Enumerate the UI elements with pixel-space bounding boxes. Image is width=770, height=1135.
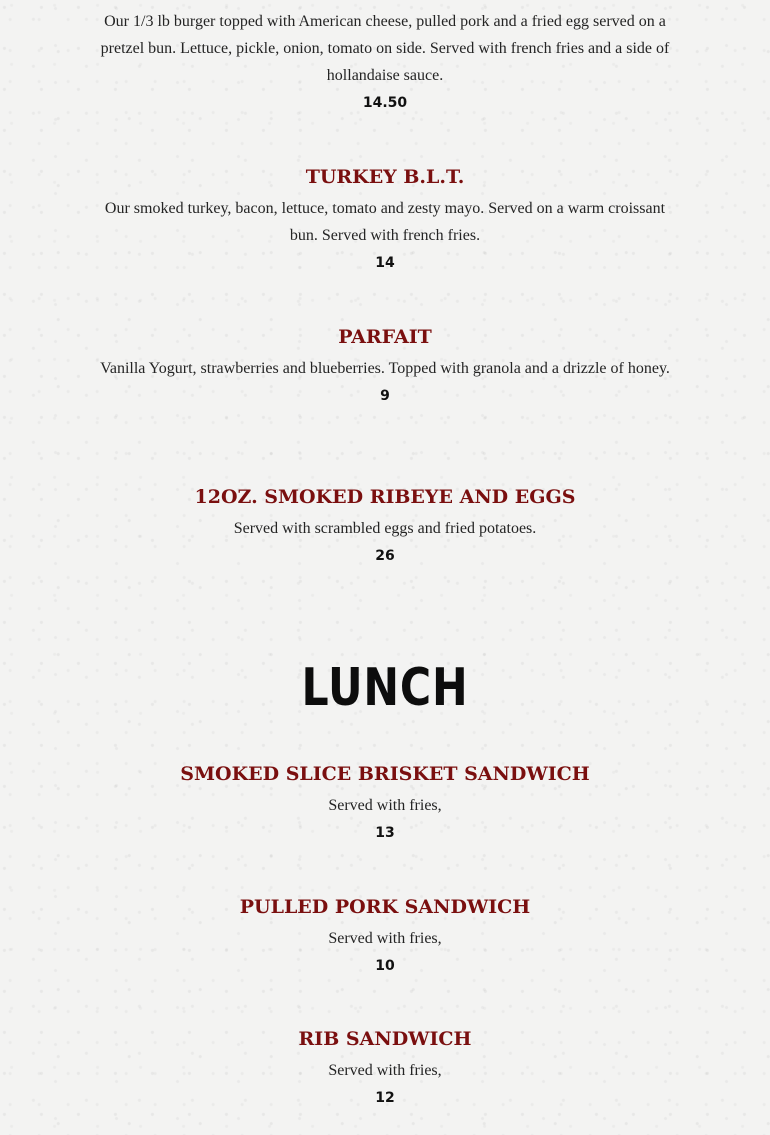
menu-item-name: TURKEY B.L.T. (305, 166, 465, 188)
menu-item-description: Served with fries, (328, 1062, 442, 1079)
menu-item-description: Served with scrambled eggs and fried potatoes. (233, 520, 537, 537)
menu-item-price: 14 (375, 255, 395, 271)
menu-item-name: SMOKED SLICE BRISKET SANDWICH (180, 763, 590, 785)
menu-item-description: Our 1/3 lb burger topped with American cheese, pulled pork and a fried egg served on a pretzel bun. Lettuce, pickle, onion, tomato on side. Served with french fries and a side of hollandaise sauce. (100, 13, 670, 84)
menu-item (0, 485, 770, 569)
menu-item (0, 1027, 770, 1111)
menu-item-price: 26 (375, 548, 395, 564)
section-title-lunch: LUNCH (301, 658, 469, 718)
menu-item-name: 12OZ. SMOKED RIBEYE AND EGGS (194, 486, 576, 508)
menu-item (0, 8, 770, 116)
menu-item-description: Vanilla Yogurt, strawberries and blueberries. Topped with granola and a drizzle of honey. (100, 360, 670, 377)
menu-item-price: 10 (375, 958, 395, 974)
menu-item-price: 9 (380, 388, 390, 404)
menu-item-name: PULLED PORK SANDWICH (239, 896, 531, 918)
menu-item (0, 325, 770, 409)
menu-item-description: Served with fries, (328, 797, 442, 814)
menu-item (0, 165, 770, 276)
menu-item-description: Served with fries, (328, 930, 442, 947)
menu-item-name: RIB SANDWICH (298, 1028, 472, 1050)
menu-item-description: Our smoked turkey, bacon, lettuce, tomato and zesty mayo. Served on a warm croissant bun. Served with french fries. (104, 200, 666, 244)
menu-item-name: PARFAIT (338, 326, 432, 348)
menu-item-price: 12 (375, 1090, 395, 1106)
menu-item (0, 762, 770, 846)
menu-item (0, 895, 770, 979)
menu-item-price: 14.50 (362, 95, 408, 111)
menu-item-price: 13 (375, 825, 395, 841)
